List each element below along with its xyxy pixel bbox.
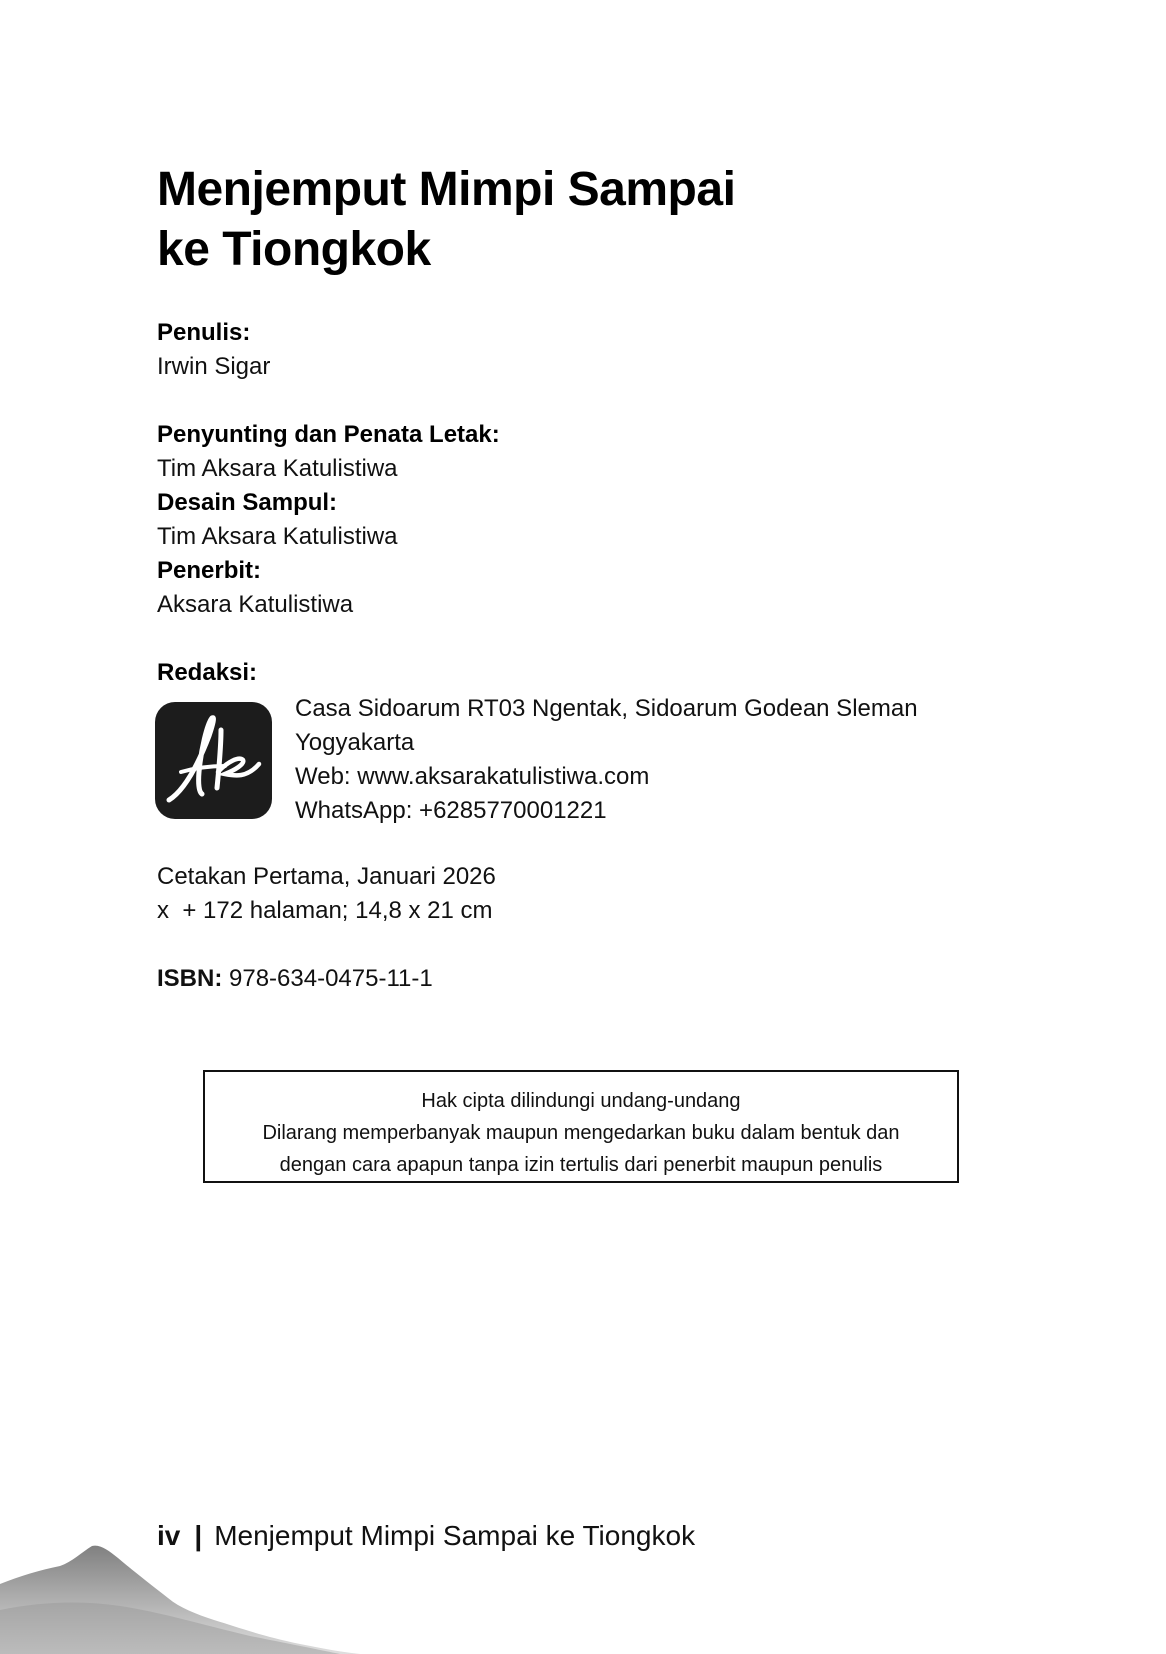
desain-label: Desain Sampul: (157, 489, 338, 516)
redaksi-address-block (295, 692, 1055, 828)
isbn-line (157, 962, 433, 996)
book-title (157, 160, 735, 280)
address-line2: Yogyakarta (295, 729, 415, 756)
notice-line3: dengan cara apapun tanpa izin tertulis dari penerbit maupun penulis (279, 1154, 883, 1176)
copyright-notice-box (203, 1070, 959, 1183)
cetakan-text: Cetakan Pertama, Januari 2026 (157, 863, 496, 890)
isbn-value: 978-634-0475-11-1 (229, 965, 433, 992)
penyunting-label: Penyunting dan Penata Letak: (157, 421, 500, 448)
desain-value: Tim Aksara Katulistiwa (157, 523, 398, 550)
footer-book-title: Menjemput Mimpi Sampai ke Tiongkok (214, 1520, 696, 1551)
book-title-line2: ke Tiongkok (157, 223, 431, 276)
mountain-decoration-icon (0, 1540, 360, 1654)
book-title-line1: Menjemput Mimpi Sampai (157, 163, 736, 216)
penerbit-label: Penerbit: (157, 557, 262, 584)
redaksi-label: Redaksi: (157, 659, 258, 686)
notice-line1: Hak cipta dilindungi undang-undang (421, 1090, 741, 1112)
address-line1: Casa Sidoarum RT03 Ngentak, Sidoarum Godean Sleman (295, 695, 918, 722)
whatsapp-number: WhatsApp: +6285770001221 (295, 797, 607, 824)
penerbit-value: Aksara Katulistiwa (157, 591, 354, 618)
publisher-logo-icon (155, 702, 272, 819)
penulis-label: Penulis: (157, 319, 251, 346)
publisher-logo (155, 702, 272, 819)
penulis-value: Irwin Sigar (157, 353, 271, 380)
halaman-text: x + 172 halaman; 14,8 x 21 cm (157, 897, 493, 924)
web-address: Web: www.aksarakatulistiwa.com (295, 763, 650, 790)
page-number: iv (157, 1520, 181, 1551)
notice-line2: Dilarang memperbanyak maupun mengedarkan buku dalam bentuk dan (262, 1122, 900, 1144)
footer-separator: | (194, 1520, 203, 1551)
penyunting-value: Tim Aksara Katulistiwa (157, 455, 398, 482)
isbn-label: ISBN: (157, 965, 223, 992)
